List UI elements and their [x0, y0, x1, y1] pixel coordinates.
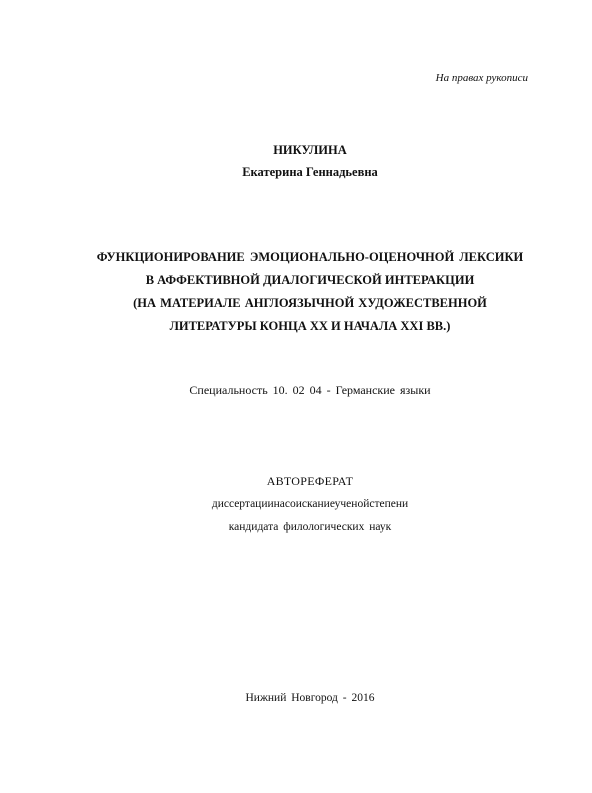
rights-note: На правах рукописи — [435, 72, 528, 84]
degree-line: кандидата филологических наук — [228, 521, 392, 533]
abstract-label: АВТОРЕФЕРАТ — [266, 474, 354, 488]
title-line-1: ФУНКЦИОНИРОВАНИЕ ЭМОЦИОНАЛЬНО-ОЦЕНОЧНОЙ ЛЕКСИКИ — [96, 250, 524, 264]
dissertation-purpose: диссертациинасоисканиеученойстепени — [211, 498, 409, 510]
author-given-names: Екатерина Геннадьевна — [242, 165, 378, 179]
title-line-4: ЛИТЕРАТУРЫ КОНЦА XX И НАЧАЛА XXI ВВ.) — [169, 319, 451, 333]
title-line-3: (НА МАТЕРИАЛЕ АНГЛОЯЗЫЧНОЙ ХУДОЖЕСТВЕННОЙ — [133, 296, 487, 310]
specialty: Специальность 10. 02 04 - Германские языки — [189, 383, 431, 397]
title-line-2: В АФФЕКТИВНОЙ ДИАЛОГИЧЕСКОЙ ИНТЕРАКЦИИ — [145, 273, 475, 287]
city-year: Нижний Новгород - 2016 — [245, 692, 375, 704]
author-surname: НИКУЛИНА — [273, 143, 347, 157]
